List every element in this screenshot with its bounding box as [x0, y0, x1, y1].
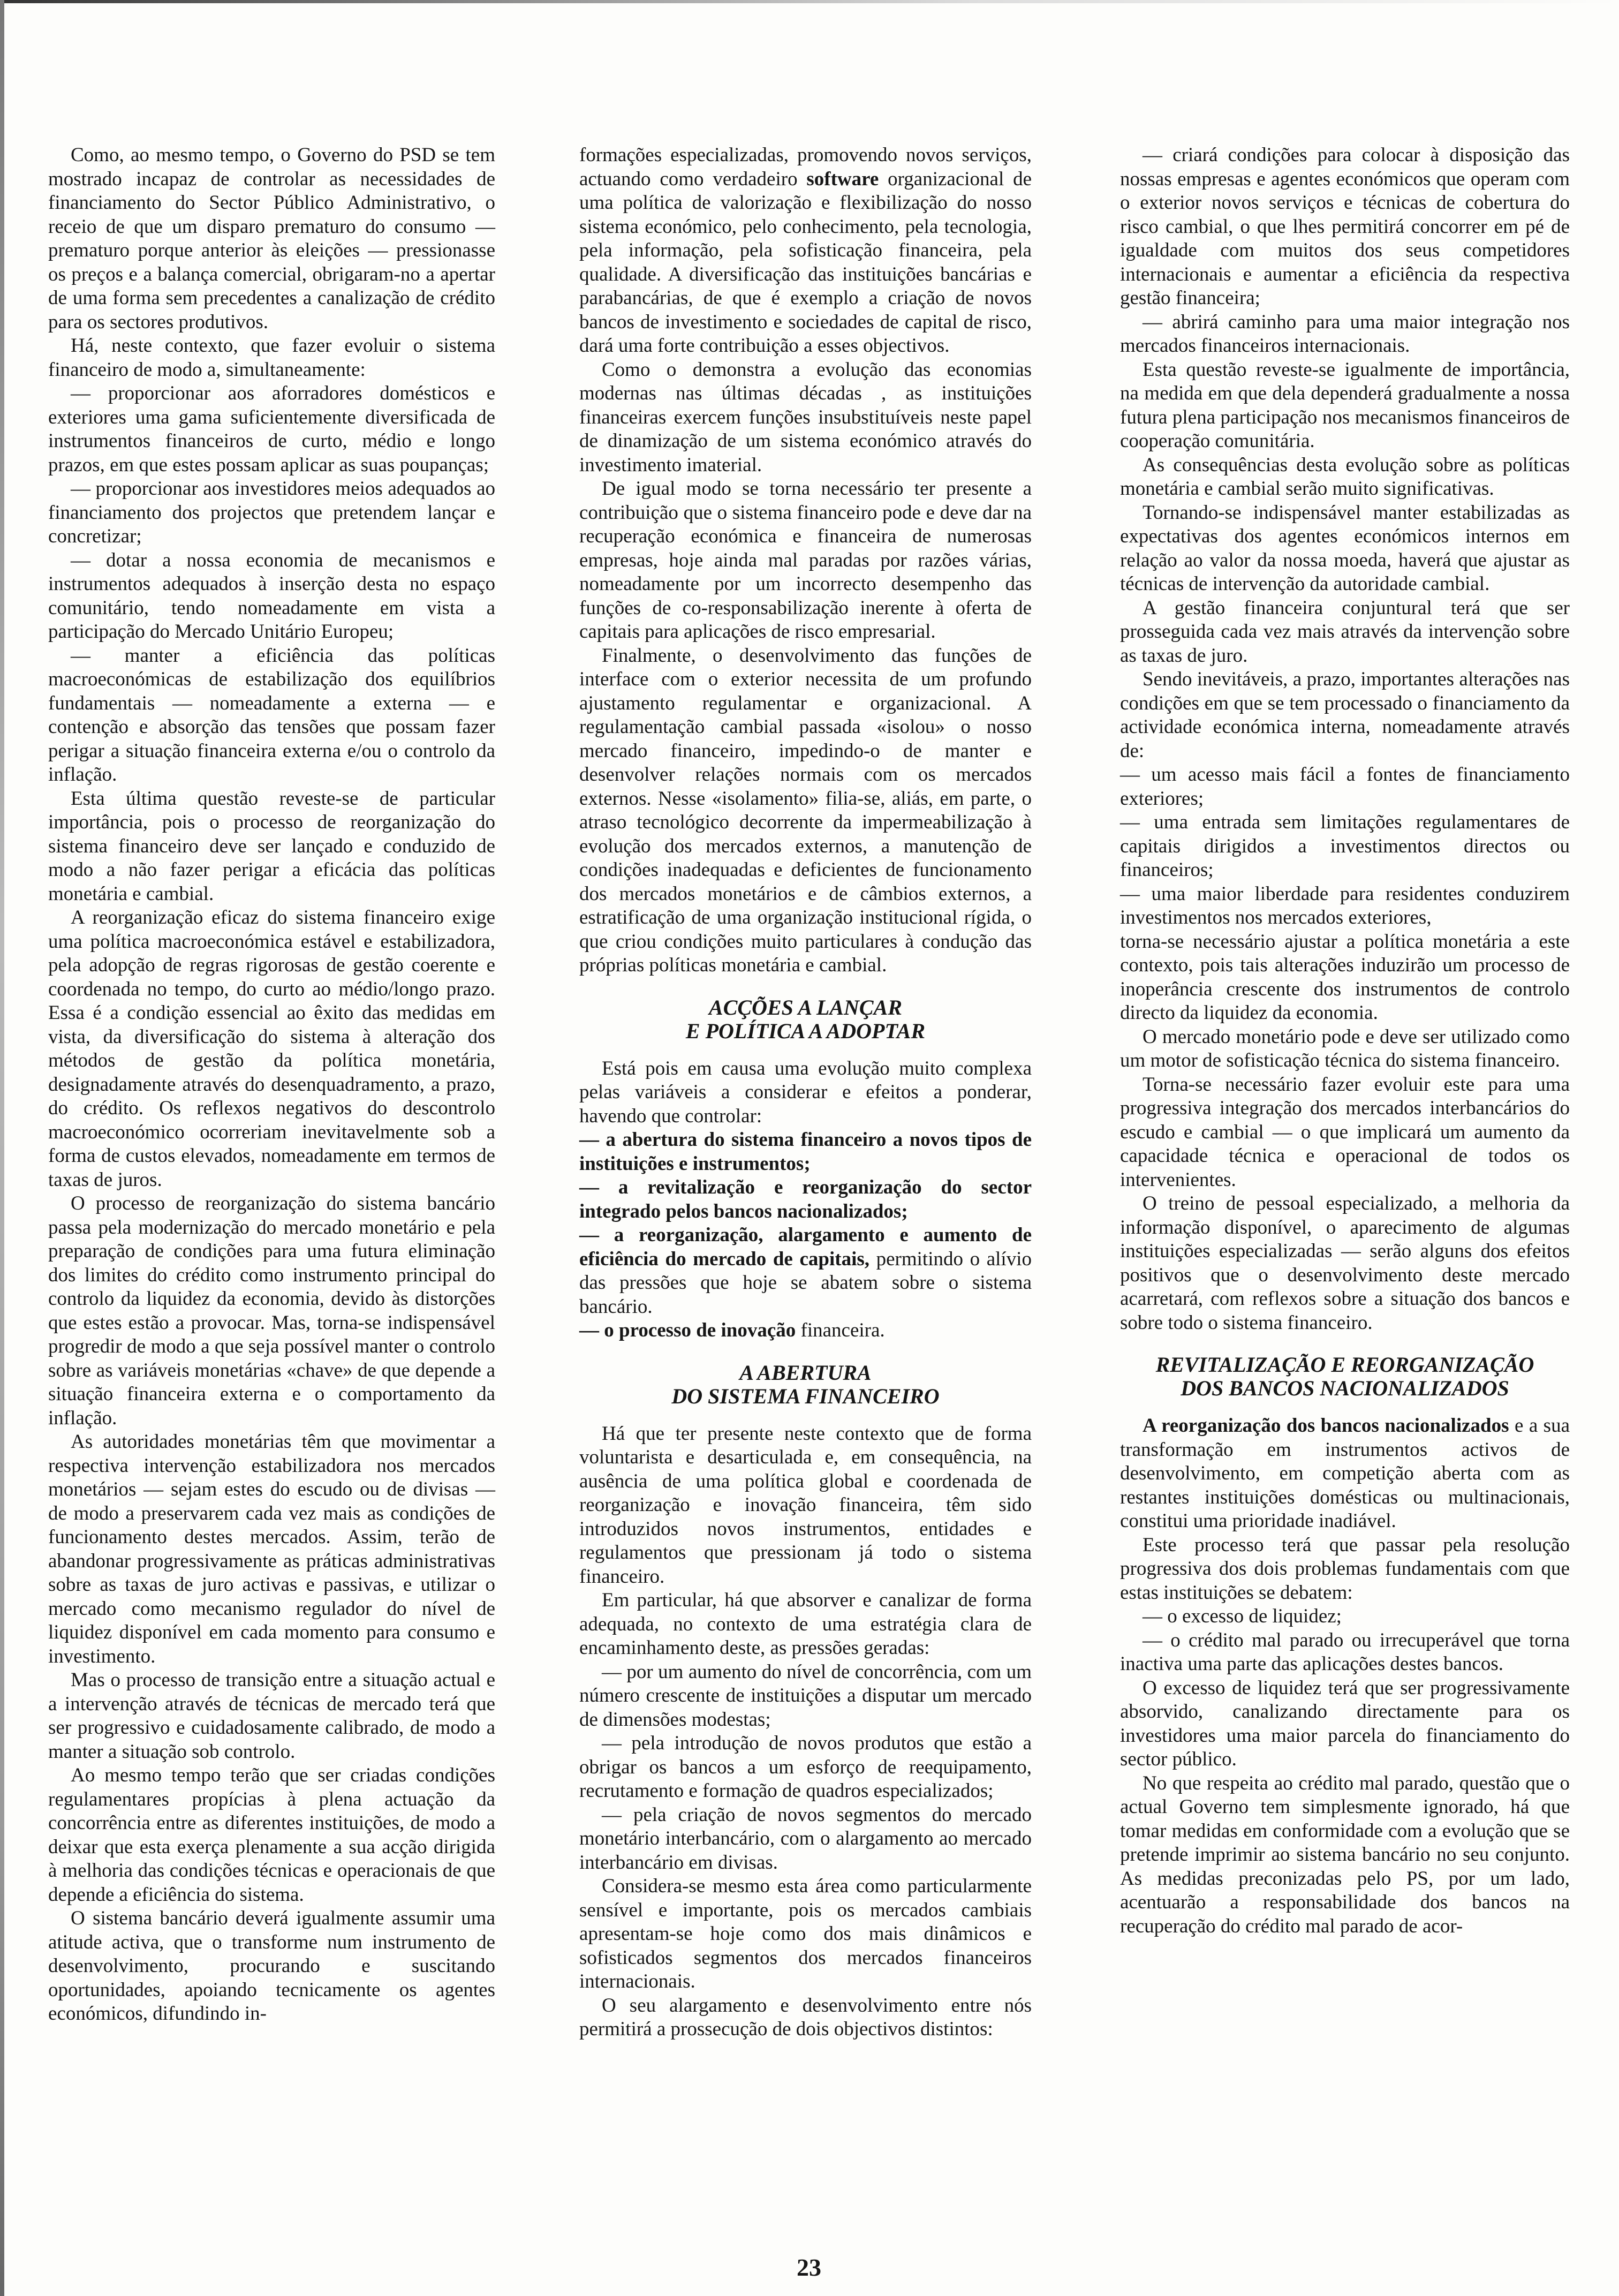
- list-item: — uma entrada sem limitações regulamentares de capitais dirigidos a investimentos directos ou financeiros;: [1120, 811, 1570, 881]
- list-item: — proporcionar aos aforradores domésticos e exteriores uma gama suficientemente diversificada de instrumentos financeiros de curto, médio e longo prazos, em que estes possam aplicar as suas poupanças;: [48, 382, 495, 476]
- paragraph: As consequências desta evolução sobre as políticas monetária e cambial serão muito significativas.: [1120, 454, 1570, 500]
- list-item: — abrirá caminho para uma maior integração nos mercados financeiros internacionais.: [1120, 311, 1570, 357]
- paragraph: O treino de pessoal especializado, a melhoria da informação disponível, o aparecimento de algumas instituições especializadas — serão alguns dos efeitos positivos que o desenvolvimento deste mercado acarretará, com reflexos sobre a situação dos bancos e sobre todo o sistema financeiro.: [1120, 1192, 1570, 1334]
- list-item: — dotar a nossa economia de mecanismos e instrumentos adequados à inserção desta no espaço comunitário, tendo nomeadamente em vista a participação do Mercado Unitário Europeu;: [48, 549, 495, 643]
- list-item: — uma maior liberdade para residentes conduzirem investimentos nos mercados exteriores,: [1120, 882, 1570, 928]
- bold-text: A reorganização dos bancos nacionalizados: [1143, 1415, 1509, 1437]
- paragraph: [1120, 1414, 1570, 1534]
- scan-top-edge: [0, 0, 1619, 3]
- bold-list-item: [579, 1128, 1032, 1176]
- paragraph: Torna-se necessário fazer evoluir este para uma progressiva integração dos mercados interbancários do escudo e cambial — o que implicará um aumento da capacidade técnica e operacional de todos os intervenientes.: [1120, 1073, 1570, 1191]
- scan-left-edge: [0, 0, 4, 2296]
- list-item: — pela introdução de novos produtos que estão a obrigar os bancos a um esforço de reequipamento, recrutamento e formação de quadros especializados;: [579, 1732, 1032, 1802]
- text-run: e a sua transformação em instrumentos activos de desenvolvimento, em competição aberta com as restantes instituições domésticas ou multinacionais, constitui uma prioridade inadiável.: [1120, 1415, 1570, 1532]
- paragraph: Este processo terá que passar pela resolução progressiva dos dois problemas fundamentais com que estas instituições se debatem:: [1120, 1534, 1570, 1604]
- list-item: — o excesso de liquidez;: [1143, 1605, 1342, 1627]
- bold-text: — a revitalização e reorganização do sector integrado pelos bancos nacionalizados;: [579, 1176, 1032, 1222]
- paragraph: O mercado monetário pode e deve ser utilizado como um motor de sofisticação técnica do sistema financeiro.: [1120, 1025, 1570, 1071]
- text-run: financeira.: [796, 1319, 885, 1341]
- paragraph: As autoridades monetárias têm que movimentar a respectiva intervenção estabilizadora nos mercados monetários — sejam estes do escudo ou de divisas — de modo a preservarem cada vez mais as condições de funcionamento destes mercados. Assim, terão de abandonar progressivamente as práticas administrativas sobre as taxas de juro activas e passivas, e utilizar o mercado como mecanismo regulador do nível de liquidez disponível em cada momento para consumo e investimento.: [48, 1431, 495, 1667]
- text-run: formações especializadas, promovendo novos serviços, actuando como verdadeiro: [579, 144, 1032, 190]
- section-heading: [579, 996, 1032, 1043]
- paragraph: A reorganização eficaz do sistema financeiro exige uma política macroeconómica estável e estabilizadora, pela adopção de regras rigorosas de gestão coerente e coordenada no tempo, do curto ao médio/longo prazo. Essa é a condição essencial ao êxito das medidas em vista, da diversificação do sistema à alteração dos métodos de gestão da política monetária, designadamente através do desenquadramento, a prazo, do crédito. Os reflexos negativos do descontrolo macroeconómico ocorreriam inevitavelmente sob a forma de custos elevados, nomeadamente em termos de taxas de juros.: [48, 907, 495, 1191]
- list-item: — um acesso mais fácil a fontes de financiamento exteriores;: [1120, 764, 1570, 810]
- paragraph: O excesso de liquidez terá que ser progressivamente absorvido, canalizando directamente para os investidores uma maior parcela do financiamento do sector público.: [1120, 1676, 1570, 1770]
- list-item: — proporcionar aos investidores meios adequados ao financiamento dos projectos que pretendem lançar e concretizar;: [48, 478, 495, 547]
- paragraph: Mas o processo de transição entre a situação actual e a intervenção através de técnicas de mercado terá que ser progressivo e cuidadosamente calibrado, de modo a manter a situação sob controlo.: [48, 1669, 495, 1763]
- paragraph: De igual modo se torna necessário ter presente a contribuição que o sistema financeiro pode e deve dar na recuperação económica e financeira de numerosas empresas, hoje ainda mal paradas por razões várias, nomeadamente por um incorrecto desempenho das funções de co-responsabilização inerente à oferta de capitais para aplicações de risco empresarial.: [579, 478, 1032, 643]
- list-item: — por um aumento do nível de concorrência, com um número crescente de instituições a disputar um mercado de dimensões modestas;: [579, 1660, 1032, 1731]
- paragraph: No que respeita ao crédito mal parado, questão que o actual Governo tem simplesmente ignorado, há que tomar medidas em conformidade com a evolução que se pretende imprimir ao sistema bancário no seu conjunto. As medidas preconizadas pelo PS, por um lado, acentuarão a responsabilidade dos bancos na recuperação do crédito mal parado de acor-: [1120, 1772, 1570, 1937]
- bold-list-item: [579, 1176, 1032, 1223]
- heading-line: DOS BANCOS NACIONALIZADOS: [1181, 1376, 1509, 1400]
- text-column-1: [48, 144, 495, 2026]
- paragraph: O seu alargamento e desenvolvimento entre nós permitirá a prossecução de dois objectivos distintos:: [579, 1994, 1032, 2040]
- list-item: — manter a eficiência das políticas macroeconómicas de estabilização dos equilíbrios fundamentais — nomeadamente a externa — e contenção e absorção das tensões que possam fazer perigar a situação financeira externa e/ou o controlo da inflação.: [48, 644, 495, 786]
- section-heading: [579, 1361, 1032, 1408]
- paragraph: Sendo inevitáveis, a prazo, importantes alterações nas condições em que se tem processado o financiamento da actividade económica interna, nomeadamente através de:: [1120, 668, 1570, 762]
- paragraph: Esta questão reveste-se igualmente de importância, na medida em que dela dependerá gradualmente a nossa futura plena participação nos mecanismos financeiros de cooperação comunitária.: [1120, 358, 1570, 452]
- paragraph: Considera-se mesmo esta área como particularmente sensível e importante, pois os mercados cambiais apresentam-se hoje como dos mais dinâmicos e sofisticados segmentos dos mercados financeiros internacionais.: [579, 1875, 1032, 1992]
- text-column-2: [579, 144, 1032, 2042]
- heading-line: REVITALIZAÇÃO E REORGANIZAÇÃO: [1155, 1353, 1534, 1377]
- bold-text: — a reorganização, alargamento e aumento de eficiência do mercado de capitais,: [579, 1224, 1032, 1270]
- section-heading: [1120, 1353, 1570, 1400]
- paragraph: Esta última questão reveste-se de particular importância, pois o processo de reorganização do sistema financeiro deve ser lançado e conduzido de modo a não fazer perigar a eficácia das políticas monetária e cambial.: [48, 787, 495, 905]
- bold-text: — a abertura do sistema financeiro a novos tipos de instituições e instrumentos;: [579, 1129, 1032, 1175]
- paragraph: Há que ter presente neste contexto que de forma voluntarista e desarticulada e, em consequência, na ausência de uma política global e coordenada de reorganização e inovação financeira, têm sido introduzidos novos instrumentos, entidades e regulamentos que pressionam já todo o sistema financeiro.: [579, 1422, 1032, 1588]
- paragraph: Como, ao mesmo tempo, o Governo do PSD se tem mostrado incapaz de controlar as necessidades de financiamento do Sector Público Administrativo, o receio de que um disparo prematuro do consumo — prematuro porque anterior às eleições — pressionasse os preços e a balança comercial, obrigaram-no a apertar de uma forma sem precedentes a canalização de crédito para os sectores produtivos.: [48, 144, 495, 333]
- paragraph: torna-se necessário ajustar a política monetária a este contexto, pois tais alterações induzirão um processo de inoperância crescente dos instrumentos de controlo directo da liquidez da economia.: [1120, 930, 1570, 1024]
- text-run: organizacional de uma política de valorização e flexibilização do nosso sistema económico, pelo conhecimento, pela tecnologia, pela informação, pela sofisticação financeira, pela qualidade. A diversificação das instituições bancárias e parabancárias, de que é exemplo a criação de novos bancos de investimento e sociedades de capital de risco, dará uma forte contribuição a esses objectivos.: [579, 168, 1032, 357]
- list-item: — pela criação de novos segmentos do mercado monetário interbancário, com o alargamento ao mercado interbancário em divisas.: [579, 1803, 1032, 1874]
- list-item: — o crédito mal parado ou irrecuperável que torna inactiva uma parte das aplicações destes bancos.: [1120, 1629, 1570, 1675]
- paragraph: A gestão financeira conjuntural terá que ser prosseguida cada vez mais através da intervenção sobre as taxas de juro.: [1120, 596, 1570, 667]
- paragraph: Está pois em causa uma evolução muito complexa pelas variáveis a considerar e efeitos a ponderar, havendo que controlar:: [579, 1057, 1032, 1127]
- paragraph: [579, 144, 1032, 358]
- bold-term: software: [806, 168, 879, 190]
- paragraph: O sistema bancário deverá igualmente assumir uma atitude activa, que o transforme num instrumento de desenvolvimento, procurando e suscitando oportunidades, apoiando tecnicamente os agentes económicos, difundindo in-: [48, 1907, 495, 2025]
- paragraph: Há, neste contexto, que fazer evoluir o sistema financeiro de modo a, simultaneamente:: [48, 335, 495, 381]
- paragraph: Como o demonstra a evolução das economias modernas nas últimas décadas , as instituições financeiras exercem funções insubstituíveis neste papel de dinamização de um sistema económico através do investimento imaterial.: [579, 358, 1032, 476]
- paragraph: Tornando-se indispensável manter estabilizadas as expectativas dos agentes económicos internos em relação ao valor da nossa moeda, haverá que ajustar as técnicas de intervenção da autoridade cambial.: [1120, 501, 1570, 595]
- bold-list-item: [579, 1319, 1032, 1343]
- text-run: permitindo o alívio das pressões que hoje se abatem sobre o sistema bancário.: [579, 1248, 1032, 1318]
- paragraph: Finalmente, o desenvolvimento das funções de interface com o exterior necessita de um profundo ajustamento regulamentar e organizacional. A regulamentação cambial passada «isolou» o nosso mercado financeiro, impedindo-o de manter e desenvolver relações normais com os mercados externos. Nesse «isolamento» filia-se, aliás, em parte, o atraso tecnológico decorrente da impermeabilização à evolução dos mercados externos, a manutenção de condições inadequadas e deficientes de funcionamento dos mercados monetários e de câmbios externos, a estratificação de uma organização institucional rígida, o que criou condições muito particulares à condução das próprias políticas monetária e cambial.: [579, 644, 1032, 976]
- heading-line: A ABERTURA: [739, 1360, 872, 1385]
- heading-line: DO SISTEMA FINANCEIRO: [671, 1384, 940, 1408]
- list-item: — criará condições para colocar à disposição das nossas empresas e agentes económicos que operam com o exterior novos serviços e técnicas de cobertura do risco cambial, o que lhes permitirá concorrer em pé de igualdade com muitos dos seus competidores internacionais e aumentar a eficiência da respectiva gestão financeira;: [1120, 144, 1570, 309]
- bold-text: — o processo de inovação: [579, 1319, 796, 1341]
- paragraph: Em particular, há que absorver e canalizar de forma adequada, no contexto de uma estratégia clara de encaminhamento deste, as pressões geradas:: [579, 1589, 1032, 1659]
- text-column-3: [1120, 144, 1570, 1938]
- heading-line: ACÇÕES A LANÇAR: [709, 995, 902, 1019]
- paragraph: Ao mesmo tempo terão que ser criadas condições regulamentares propícias à plena actuação da concorrência entre as diferentes instituições, de modo a deixar que esta exerça plenamente a sua acção dirigida à melhoria das condições técnicas e operacionais de que depende a eficiência do sistema.: [48, 1764, 495, 1906]
- heading-line: E POLÍTICA A ADOPTAR: [685, 1018, 926, 1043]
- paragraph: O processo de reorganização do sistema bancário passa pela modernização do mercado monetário e pela preparação de condições para uma futura eliminação dos limites do crédito como instrumento principal do controlo da liquidez da economia, devido às distorções que estes estão a provocar. Mas, torna-se indispensável progredir de modo a que seja possível manter o controlo sobre as variáveis monetárias «chave» de que depende a situação financeira externa e o comportamento da inflação.: [48, 1192, 495, 1429]
- bold-list-item: [579, 1223, 1032, 1319]
- page-number: 23: [797, 2254, 821, 2281]
